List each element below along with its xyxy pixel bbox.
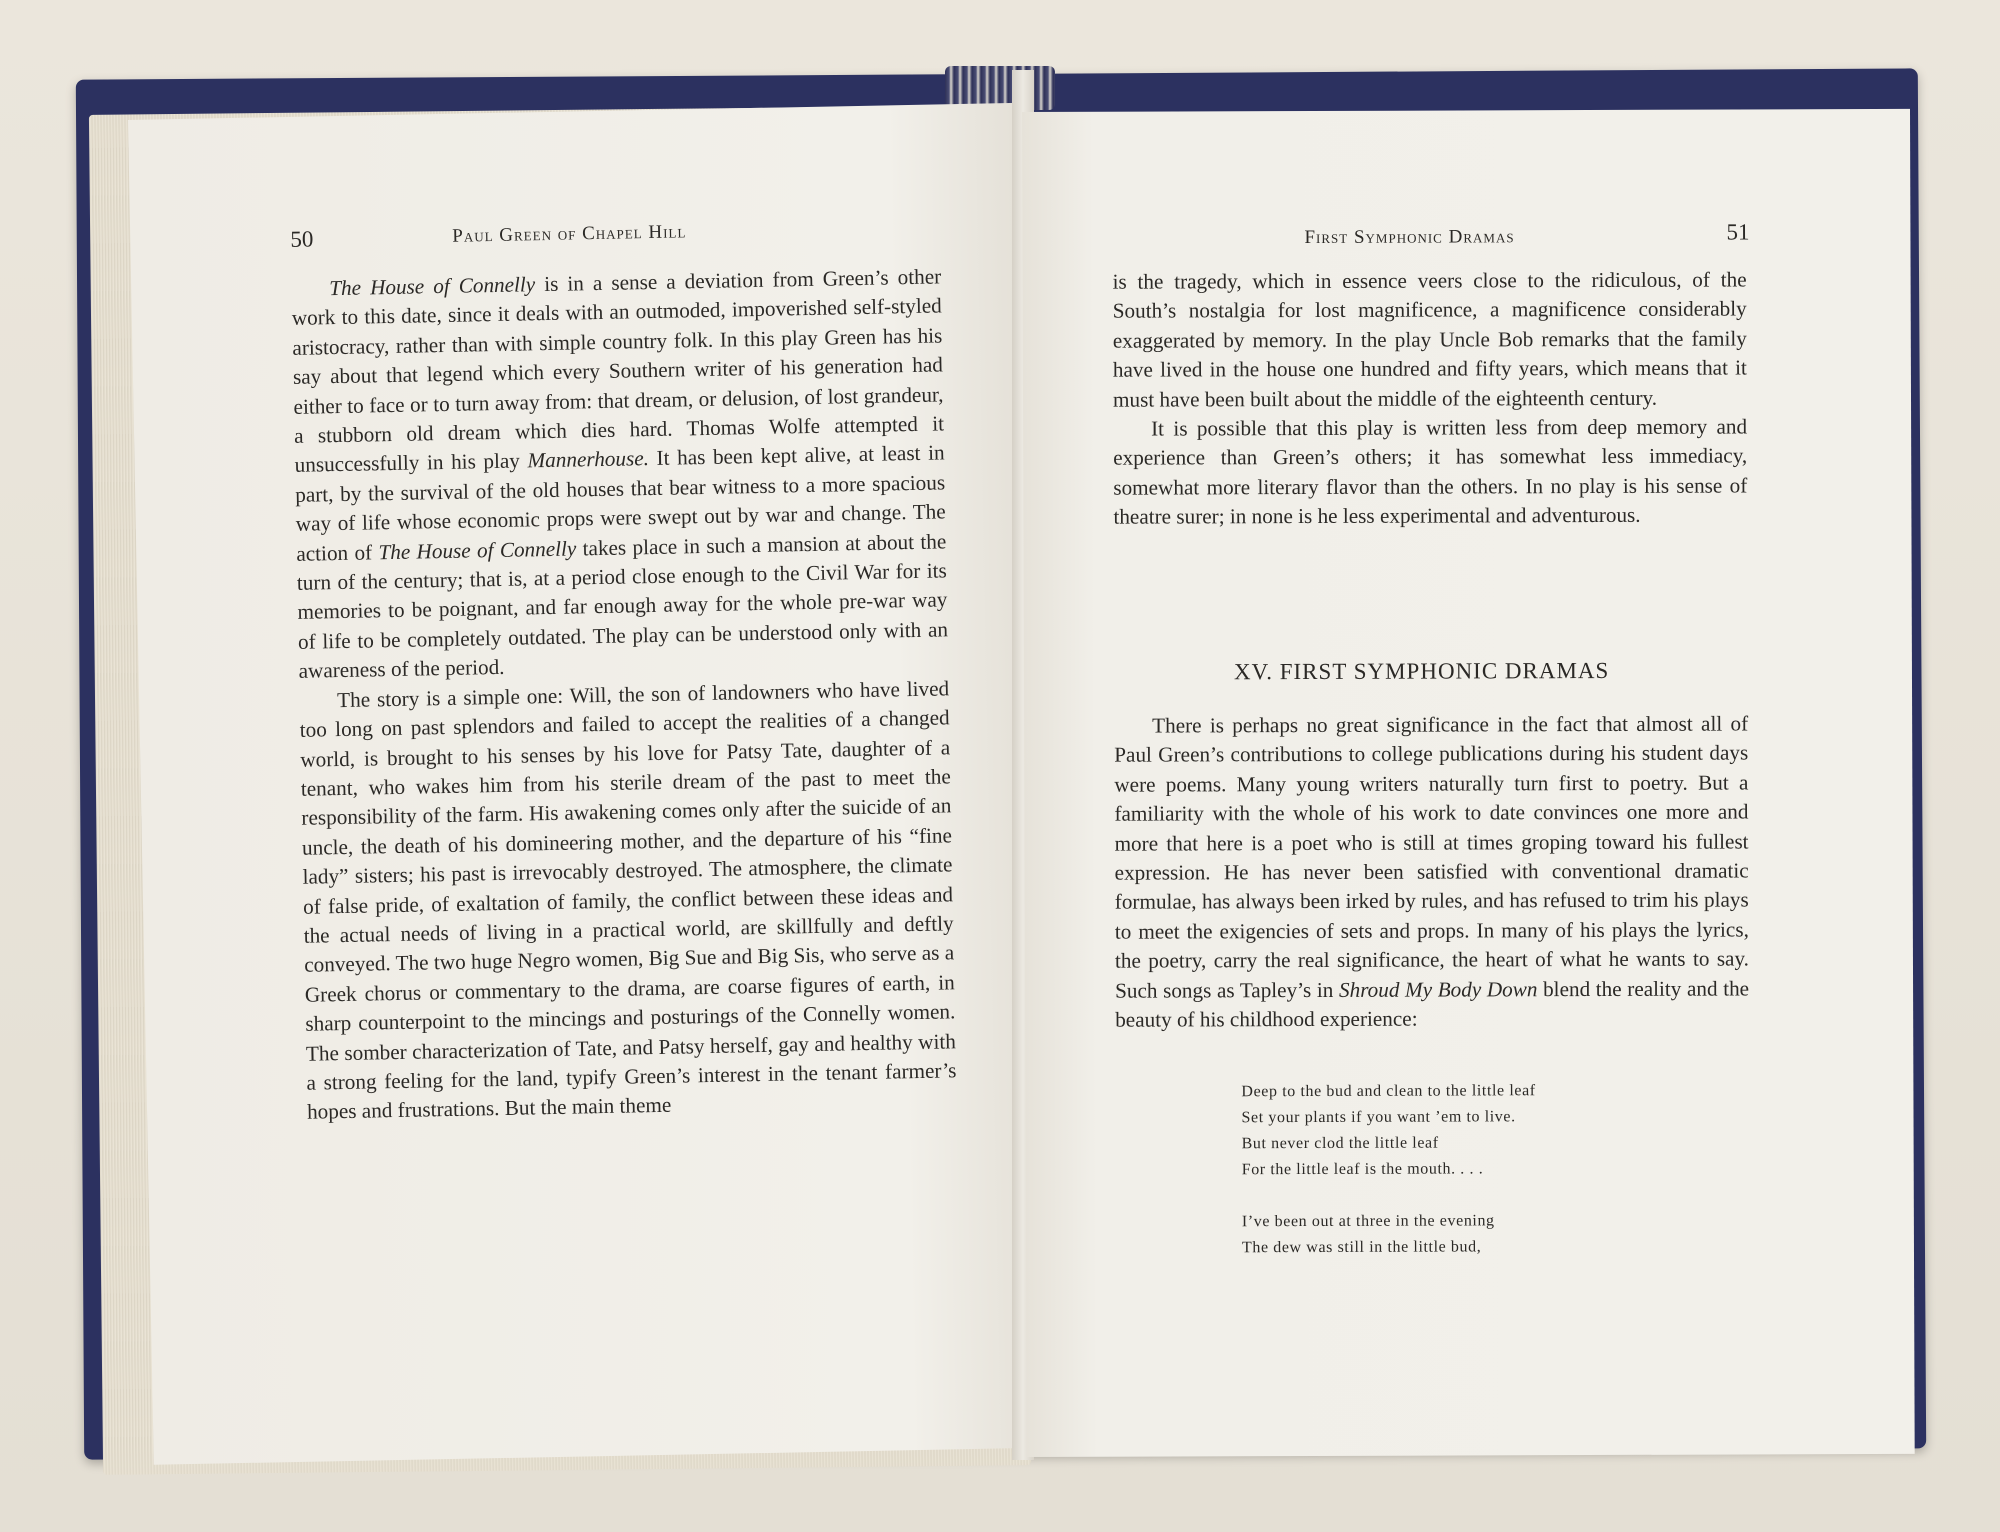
italic-title: The House of Connelly xyxy=(378,536,577,564)
chapter-heading: XV. FIRST SYMPHONIC DRAMAS xyxy=(1233,657,1610,685)
paragraph xyxy=(299,674,957,1127)
text-run: takes place in such a mansion at about the turn of the century; that is, at a period close enough to the Civil War for its memories to be poignant, and far enough away for the whole pre-war way of life to be completely outdated. The play can be understood only with an awareness of the period. xyxy=(296,529,949,684)
paragraph xyxy=(1113,413,1747,533)
italic-title: Mannerhouse. xyxy=(527,446,650,473)
poem-line: The dew was still in the little bud, xyxy=(1241,1238,1482,1257)
right-page xyxy=(1022,109,1915,1457)
right-body-text-top xyxy=(1113,265,1748,532)
text-run: There is perhaps no great significance in the fact that almost all of Paul Green’s contributions to college publications during his student days were poems. Many young writers naturally turn first to poetry. But a familiarity with the whole of his work to date convinces one more and more that here is a poet who is still at times groping toward his fullest expression. He has never been satisfied with conventional dramatic formulae, has always been irked by rules, and has refused to trim his plays to meet the exigencies of sets and props. In many of his plays the lyrics, the poetry, carry the real significance, the heart of what he wants to say. Such songs as Tapley’s in xyxy=(1114,711,1750,1003)
text-run: is the tragedy, which in essence veers close to the ridiculous, of the South’s nostalgia for lost magnificence, a magnificence considerably exaggerated by memory. In the play Uncle Bob remarks that the family have lived in the house one hundred and fifty years, which means that it must have been built about the middle of the eighteenth century. xyxy=(1112,267,1747,412)
page-number: 50 xyxy=(290,226,314,252)
stanza-break xyxy=(1242,1182,1536,1209)
poem-quote xyxy=(1241,1078,1536,1261)
poem-line: Deep to the bud and clean to the little leaf xyxy=(1241,1082,1536,1101)
left-page xyxy=(128,103,1046,1465)
text-run: It has been kept alive, at least in part, by the survival of the old houses that bear witness to a more spacious way of life whose economic props were swept out by war and change. The action of xyxy=(294,440,946,566)
running-head: Paul Green of Chapel Hill xyxy=(452,221,687,247)
paragraph xyxy=(1113,265,1748,414)
left-body-text xyxy=(291,262,957,1127)
italic-title: The House of Connelly xyxy=(329,272,536,301)
italic-title: Shroud My Body Down xyxy=(1338,976,1538,1002)
page-number: 51 xyxy=(1726,219,1750,245)
paragraph xyxy=(291,262,949,686)
text-run: is in a sense a deviation from Green’s other work to this date, since it deals with an outmoded, impoverished self-styled aristocracy, rather than with simple country folk. In this play Green has his say about that legend which every Southern writer of his generation had either to face or to turn away from: that dream, or delusion, of lost grandeur, a stubborn old dream which dies hard. Thomas Wolfe attempted it unsuccessfully in his play xyxy=(291,264,945,478)
running-head: First Symphonic Dramas xyxy=(1304,226,1515,249)
text-run: blend the reality and the beauty of his childhood experience: xyxy=(1115,976,1750,1032)
poem-line: Set your plants if you want ’em to live. xyxy=(1241,1108,1516,1127)
right-body-text-bottom xyxy=(1114,709,1749,1035)
poem-line: But never clod the little leaf xyxy=(1241,1134,1439,1153)
poem-line: For the little leaf is the mouth. . . . xyxy=(1241,1160,1484,1179)
text-run: It is possible that this play is written less from deep memory and experience than Green’s others; it has somewhat less immediacy, somewhat more literary flavor than the others. In no play is his sense of theatre surer; in none is he less experimental and adventurous. xyxy=(1113,414,1748,529)
poem-line: I’ve been out at three in the evening xyxy=(1241,1212,1495,1231)
paragraph xyxy=(1114,709,1749,1035)
text-run: The story is a simple one: Will, the son of landowners who have lived too long on past splendors and failed to accept the realities of a changed world, is brought to his senses by his love for Patsy Tate, daughter of a tenant, who wakes him from his sterile dream of the past to meet the responsibility of the farm. His awakening comes only after the suicide of an uncle, the death of his domineering mother, and the departure of his “fine lady” sisters; his past is irrevocably destroyed. The atmosphere, the climate of false pride, of exaltation of family, the conflict between these ideas and the actual needs of living in a practical world, are skillfully and deftly conveyed. The two huge Negro women, Big Sue and Big Sis, who serve as a Greek chorus or commentary to the drama, are coarse figures of earth, in sharp counterpoint to the mincings and posturings of the Connelly women. The somber characterization of Tate, and Patsy herself, gay and healthy with a strong feeling for the land, typify Green’s interest in the tenant farmer’s hopes and frustrations. But the main theme xyxy=(299,676,957,1125)
